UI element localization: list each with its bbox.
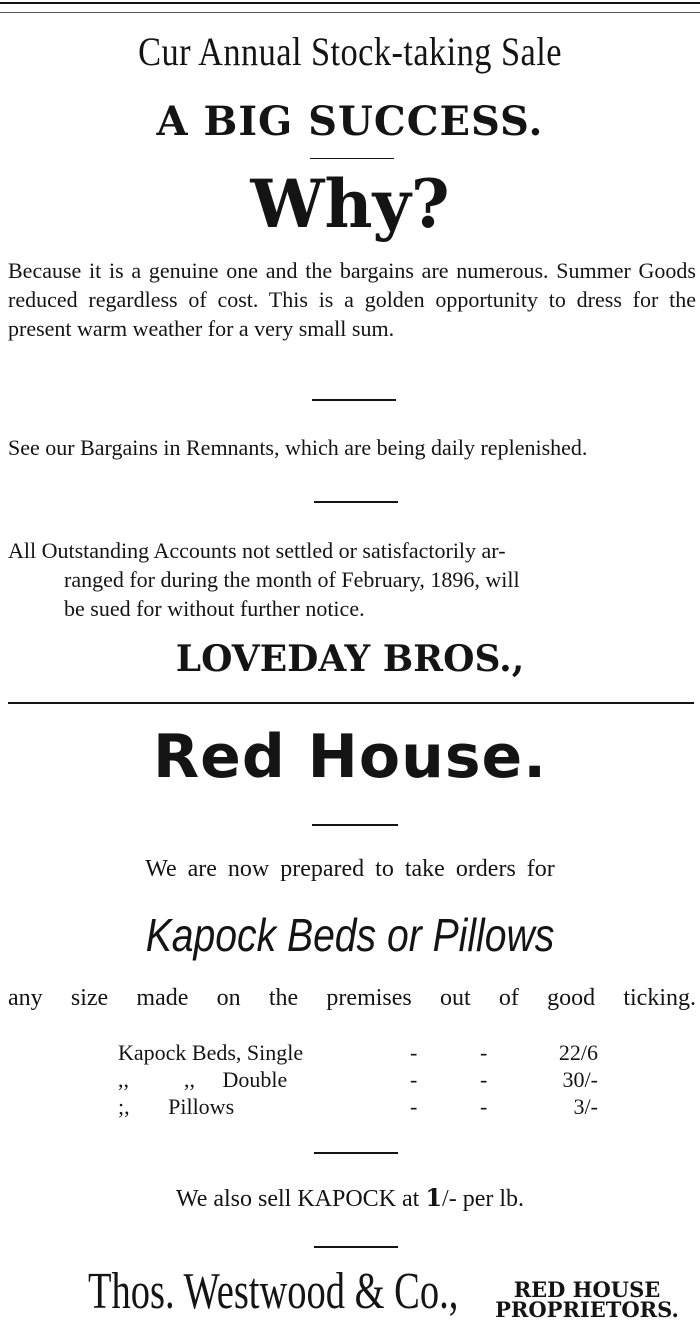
kapock-sale-suffix: /- per lb. [442,1186,525,1212]
accounts-line-2: ranged for during the month of February, 1896, will [64,567,520,592]
accounts-line-3: be sued for without further notice. [64,596,365,621]
leader-dash: - [410,1094,418,1119]
paragraph-remnants: See our Bargains in Remnants, which are being daily replenished. [8,435,588,460]
footer-role-line1: RED HOUSE [513,1277,661,1302]
kapock-sale-price: 1 [425,1183,443,1212]
divider-rule [314,1152,398,1154]
leader-dash: - [480,1040,488,1065]
footer-role [480,1277,694,1322]
top-border-rule [0,2,700,4]
kapock-sale-line [0,1183,700,1213]
paragraph-bargains: Because it is a genuine one and the bargains are numerous. Summer Goods reduced regardless of cost. This is a golden opportunity to dress for the present warm weather for a very small sum. [8,258,696,341]
price-value: 30/- [562,1067,598,1092]
divider-rule [314,1246,398,1248]
divider-rule [314,501,398,503]
price-value: 22/6 [558,1040,598,1065]
price-item: ,, ,, Double [118,1067,288,1092]
order-intro: We are now prepared to take orders for [145,856,555,882]
success-headline: A BIG SUCCESS. [156,98,544,145]
price-item: ;, Pillows [118,1094,235,1119]
leader-dash: - [410,1067,418,1092]
sale-headline: Cur Annual Stock-taking Sale [138,29,562,74]
product-heading: Kapock Beds or Pillows [145,909,555,961]
divider-rule [310,158,394,159]
accounts-line-1: All Outstanding Accounts not settled or satisfactorily ar- [8,538,506,563]
footer-firm-name: Thos. Westwood & Co., [88,1263,459,1320]
store-name: Red House. [152,722,548,792]
kapock-sale-prefix: We also sell KAPOCK at [175,1186,426,1212]
firm-name-loveday: LOVEDAY BROS., [175,638,525,680]
price-row [118,1094,598,1120]
leader-dash: - [480,1094,488,1119]
paragraph-accounts [8,536,696,623]
product-detail: any size made on the premises out of good ticking. [8,985,696,1011]
top-border-rule-thin [0,12,700,13]
leader-dash: - [410,1040,418,1065]
divider-rule [312,824,398,826]
price-value: 3/- [573,1094,598,1119]
why-headline: Why? [250,165,450,243]
price-row [118,1067,598,1093]
divider-rule [312,399,396,401]
footer-role-line2: PROPRIETORS. [495,1297,679,1322]
leader-dash: - [480,1067,488,1092]
section-divider [8,702,694,704]
price-item: Kapock Beds, Single [118,1040,304,1065]
price-row [118,1040,598,1066]
